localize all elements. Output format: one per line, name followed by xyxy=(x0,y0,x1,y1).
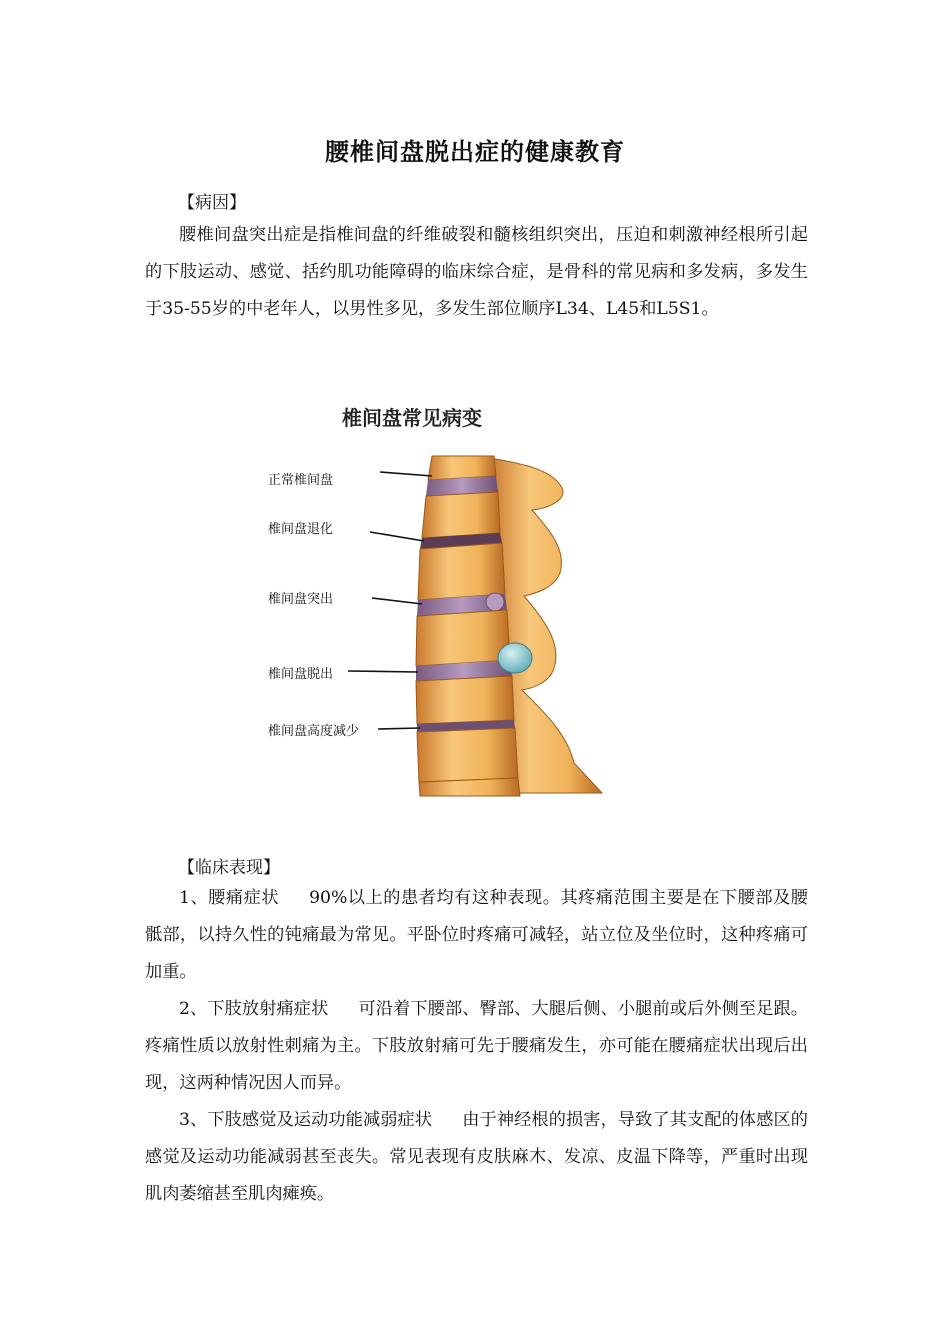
clinical-item-1-text: 90%以上的患者均有这种表现。其疼痛范围主要是在下腰部及腰骶部，以持久性的钝痛最为常见。平卧位时疼痛可减轻，站立位及坐位时，这种疼痛可加重。 xyxy=(145,888,808,982)
cause-heading: 【病因】 xyxy=(178,193,246,213)
cause-paragraph: 腰椎间盘突出症是指椎间盘的纤维破裂和髓核组织突出，压迫和刺激神经根所引起的下肢运动、感觉、括约肌功能障碍的临床综合症，是骨科的常见病和多发病，多发生于35-55岁的中老年人，以男性多见，多发生部位顺序L34、L45和L5S1。 xyxy=(145,225,808,319)
vertebra-5 xyxy=(416,676,514,724)
figure-labels xyxy=(268,472,432,739)
bulge-mass xyxy=(486,593,504,611)
clinical-item-3-label: 3、下肢感觉及运动功能减弱症状 xyxy=(179,1110,433,1130)
label-disc-degeneration: 椎间盘退化 xyxy=(268,522,334,537)
vertebra-3 xyxy=(418,543,505,600)
clinical-item-3 xyxy=(145,1102,808,1213)
vertebra-6 xyxy=(417,728,518,782)
label-normal-disc: 正常椎间盘 xyxy=(268,473,334,488)
herniation-mass xyxy=(498,643,532,673)
label-disc-protrusion: 椎间盘突出 xyxy=(268,592,334,607)
vertebra-2 xyxy=(422,492,500,538)
spine-disc-lesions-figure xyxy=(262,398,612,798)
spine-illustration xyxy=(416,456,602,796)
vertebra-4 xyxy=(416,610,510,666)
page-title: 腰椎间盘脱出症的健康教育 xyxy=(325,138,625,166)
label-disc-prolapse: 椎间盘脱出 xyxy=(268,667,334,682)
label-disc-height-reduction: 椎间盘高度减少 xyxy=(268,724,360,739)
clinical-heading: 【临床表现】 xyxy=(178,858,280,878)
vertebra-1 xyxy=(428,456,496,480)
clinical-item-2-text: 可沿着下腰部、臀部、大腿后侧、小腿前或后外侧至足跟。疼痛性质以放射性刺痛为主。下肢放射痛可先于腰痛发生，亦可能在腰痛症状出现后出现，这两种情况因人而异。 xyxy=(145,999,808,1093)
clinical-item-3-text: 由于神经根的损害，导致了其支配的体感区的感觉及运动功能减弱甚至丧失。常见表现有皮肤麻木、发凉、皮温下降等，严重时出现肌肉萎缩甚至肌肉瘫痪。 xyxy=(145,1110,808,1204)
clinical-item-2 xyxy=(145,991,808,1102)
figure-title: 椎间盘常见病变 xyxy=(342,406,482,430)
clinical-item-1 xyxy=(145,880,808,991)
clinical-item-1-label: 1、腰痛症状 xyxy=(179,888,280,908)
clinical-item-2-label: 2、下肢放射痛症状 xyxy=(179,999,329,1019)
